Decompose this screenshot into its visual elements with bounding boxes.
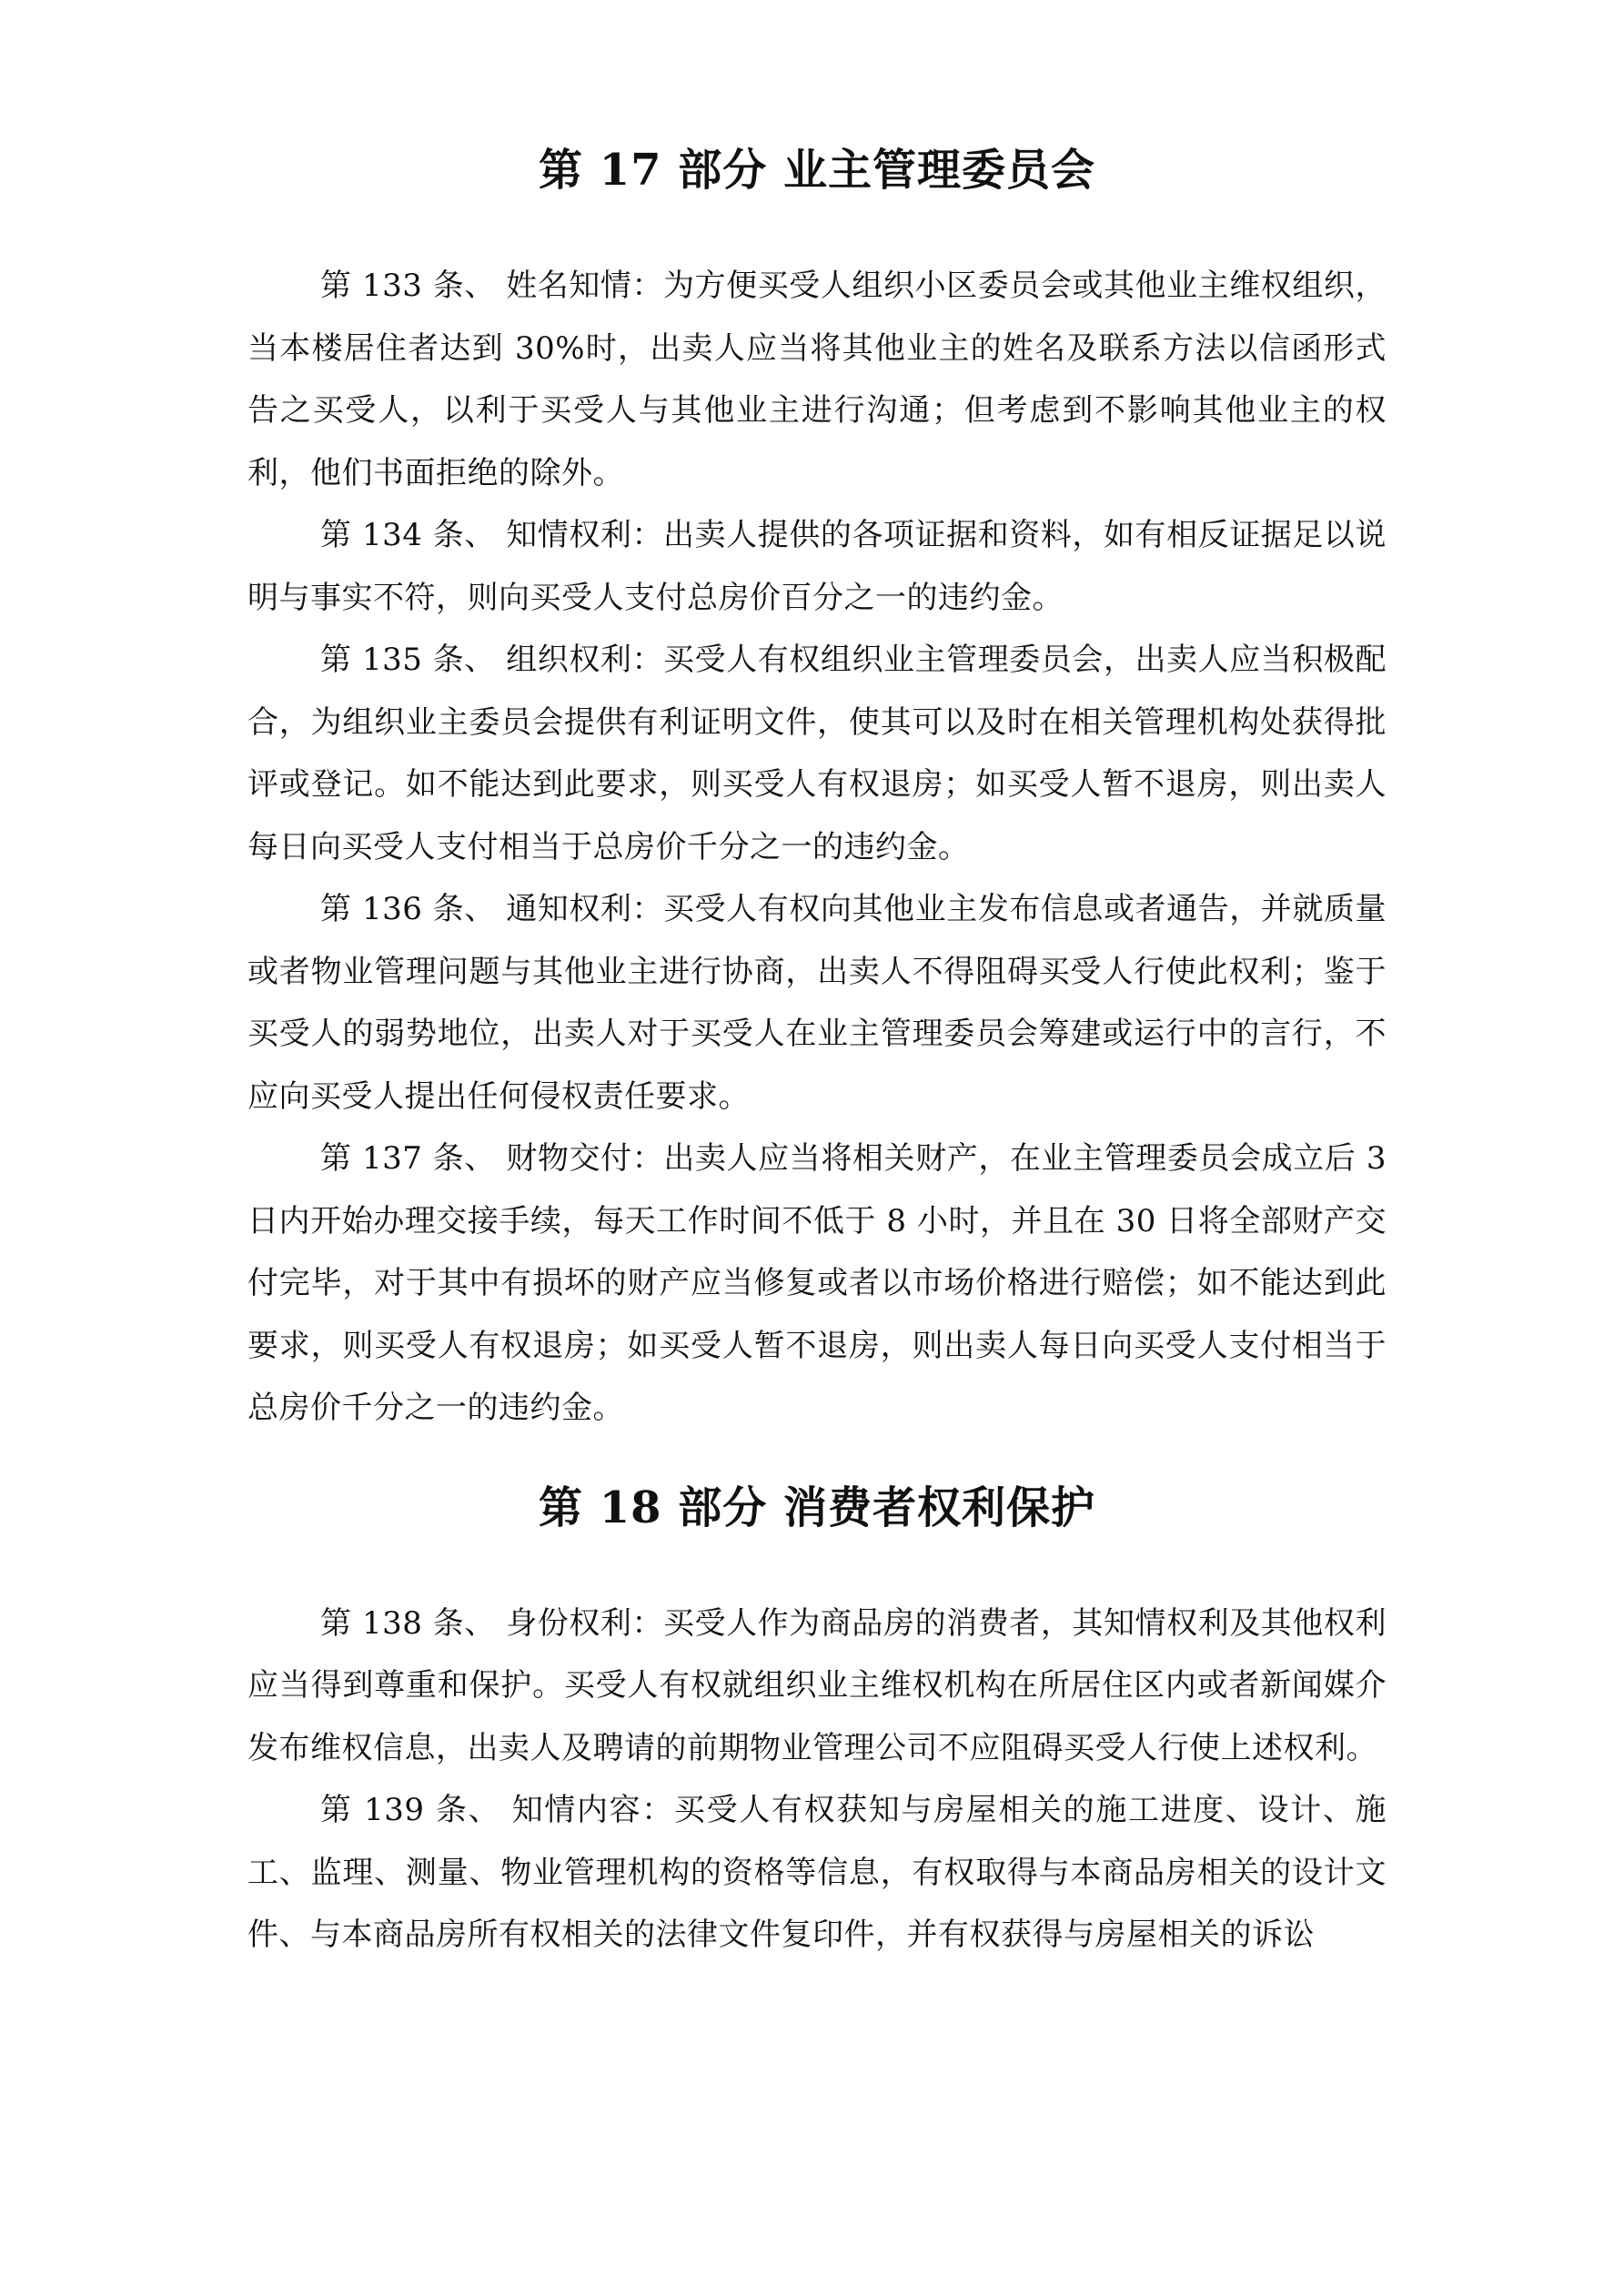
- article-133: 第 133 条、 姓名知情：为方便买受人组织小区委员会或其他业主维权组织，当本楼居住者达到 30%时，出卖人应当将其他业主的姓名及联系方法以信函形式告之买受人，以利于买受人与其他业主进行沟通；但考虑到不影响其他业主的权利，他们书面拒绝的除外。: [247, 268, 1387, 491]
- section-18-title: 第 18 部分 消费者权利保护: [539, 1482, 1095, 1533]
- article-137: 第 137 条、 财物交付：出卖人应当将相关财产，在业主管理委员会成立后 3 日内开始办理交接手续，每天工作时间不低于 8 小时，并且在 30 日将全部财产交付完毕，对于其中有损坏的财产应当修复或者以市场价格进行赔偿；如不能达到此要求，则买受人有权退房；如买受人暂不退房，则出卖人每日向买受人支付相当于总房价千分之一的违约金。: [247, 1140, 1387, 1426]
- article-139: 第 139 条、 知情内容：买受人有权获知与房屋相关的施工进度、设计、施工、监理、测量、物业管理机构的资格等信息，有权取得与本商品房相关的设计文件、与本商品房所有权相关的法律文件复印件，并有权获得与房屋相关的诉讼: [247, 1792, 1387, 1953]
- article-135: 第 135 条、 组织权利：买受人有权组织业主管理委员会，出卖人应当积极配合，为组织业主委员会提供有利证明文件，使其可以及时在相关管理机构处获得批评或登记。如不能达到此要求，则买受人有权退房；如买受人暂不退房，则出卖人每日向买受人支付相当于总房价千分之一的违约金。: [247, 642, 1387, 865]
- article-136: 第 136 条、 通知权利：买受人有权向其他业主发布信息或者通告，并就质量或者物业管理问题与其他业主进行协商，出卖人不得阻碍买受人行使此权利；鉴于买受人的弱势地位，出卖人对于买受人在业主管理委员会筹建或运行中的言行，不应向买受人提出任何侵权责任要求。: [247, 891, 1387, 1115]
- section-17-title: 第 17 部分 业主管理委员会: [539, 145, 1095, 196]
- article-134: 第 134 条、 知情权利：出卖人提供的各项证据和资料，如有相反证据足以说明与事实不符，则向买受人支付总房价百分之一的违约金。: [247, 517, 1387, 616]
- article-138: 第 138 条、 身份权利：买受人作为商品房的消费者，其知情权利及其他权利应当得到尊重和保护。买受人有权就组织业主维权机构在所居住区内或者新闻媒介发布维权信息，出卖人及聘请的前期物业管理公司不应阻碍买受人行使上述权利。: [247, 1604, 1387, 1766]
- document-body: [247, 138, 1387, 1967]
